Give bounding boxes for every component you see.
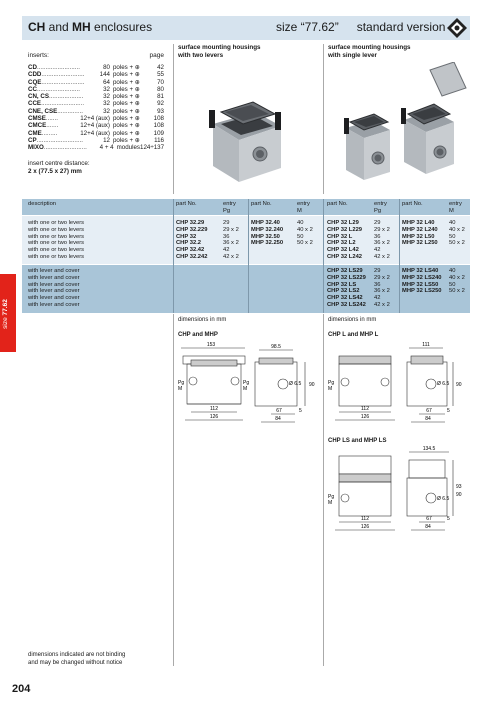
band1-part3 bbox=[327, 220, 362, 261]
table-cell: 29 bbox=[374, 268, 381, 274]
table-cell: 40 x 2 bbox=[449, 226, 465, 233]
th-part3: part No. bbox=[327, 201, 348, 207]
insert-unit: poles + ⊕ bbox=[112, 107, 140, 115]
table-cell: 50 x 2 bbox=[449, 288, 465, 295]
table-cell: CHP 32.229 bbox=[176, 226, 208, 233]
dim-5: 5 bbox=[299, 408, 302, 414]
insert-unit: poles + ⊕ bbox=[112, 64, 140, 71]
disclaimer-line-1: dimensions indicated are not binding bbox=[28, 652, 126, 658]
table-cell: CHP 32 LS29 bbox=[327, 268, 363, 274]
table-cell: CHP 32 L229 bbox=[327, 226, 363, 233]
table-cell: CHP 32 LS229 bbox=[327, 274, 366, 281]
table-cell: MHP 32.40 bbox=[251, 220, 280, 226]
dim-ls-126: 126 bbox=[360, 524, 370, 530]
th-entry2 bbox=[297, 201, 310, 215]
dim-153: 153 bbox=[206, 342, 216, 348]
insert-page: 93 bbox=[157, 107, 164, 115]
chpls-mhpls-drawing bbox=[325, 446, 470, 542]
insert-code: CMCE bbox=[28, 122, 47, 130]
dimensions-label-right: dimensions in mm bbox=[328, 317, 377, 323]
th-part2: part No. bbox=[251, 201, 272, 207]
table-cell: with one or two levers bbox=[28, 226, 85, 233]
table-cell: 40 x 2 bbox=[297, 226, 313, 233]
insert-unit: poles + ⊕ bbox=[112, 115, 140, 123]
table-cell: MHP 32 L250 bbox=[402, 240, 438, 247]
dim-6-5: Ø 6.5 bbox=[289, 381, 302, 387]
lower-divider-2 bbox=[323, 314, 324, 666]
dim-l-126: 126 bbox=[360, 414, 370, 420]
band2-part4 bbox=[402, 268, 442, 295]
table-rule-3 bbox=[323, 199, 324, 313]
insert-unit: poles + ⊕ bbox=[112, 136, 140, 144]
insert-row bbox=[28, 122, 164, 129]
insert-unit: poles + ⊕ bbox=[112, 85, 140, 93]
insert-count: 80 bbox=[103, 64, 110, 71]
insert-count: 12+4 (aux) bbox=[80, 122, 110, 130]
table-cell: MHP 32.50 bbox=[251, 233, 280, 240]
insert-code: CCE bbox=[28, 100, 42, 108]
insert-page: 109 bbox=[153, 129, 164, 137]
insert-count: 12 bbox=[103, 136, 110, 144]
dim-ls-90: 90 bbox=[456, 492, 462, 498]
side-tab-prefix: size bbox=[2, 315, 9, 329]
table-cell: CHP 32 LS242 bbox=[327, 301, 366, 308]
insert-count: 32 bbox=[103, 93, 110, 101]
dim-l-90: 90 bbox=[456, 382, 462, 388]
insert-dots: ......................... bbox=[36, 64, 80, 71]
dim-126: 126 bbox=[209, 414, 219, 420]
lower-divider-1 bbox=[173, 314, 174, 666]
dim-ls-67: 67 bbox=[426, 516, 432, 522]
column-divider-1 bbox=[173, 44, 174, 194]
dim-ls-m-left: M bbox=[328, 500, 333, 506]
table-cell: 42 x 2 bbox=[374, 301, 390, 308]
size-text: size “77.62” bbox=[276, 20, 339, 34]
table-cell: 29 x 2 bbox=[374, 274, 390, 281]
table-cell: 40 x 2 bbox=[449, 274, 465, 281]
insert-code: CP bbox=[28, 136, 37, 144]
th-entry4-b: M bbox=[449, 207, 454, 214]
column-divider-2 bbox=[323, 44, 324, 194]
insert-dots: ........................... bbox=[36, 136, 84, 144]
dim-pg-left: Pg bbox=[178, 380, 185, 386]
table-cell: with lever and cover bbox=[28, 281, 80, 288]
chpls-drawing-title: CHP LS and MHP LS bbox=[328, 438, 387, 444]
side-tab-value: 77.62 bbox=[2, 299, 9, 316]
th-part1: part No. bbox=[176, 201, 197, 207]
insert-row bbox=[28, 108, 164, 115]
insert-row bbox=[28, 144, 164, 151]
insert-count: 12+4 (aux) bbox=[80, 115, 110, 123]
insert-page: 70 bbox=[157, 78, 164, 86]
dim-ls-5: 5 bbox=[447, 516, 450, 522]
table-cell: 50 x 2 bbox=[449, 240, 465, 247]
insert-row bbox=[28, 93, 164, 100]
th-entry2-a: entry bbox=[297, 201, 310, 207]
insert-page: 80 bbox=[157, 85, 164, 93]
th-entry1-b: Pg bbox=[223, 207, 231, 214]
band1-part2 bbox=[251, 220, 283, 247]
table-cell: CHP 32 LS bbox=[327, 281, 357, 288]
insert-count: 32 bbox=[103, 107, 110, 115]
table-cell: 36 bbox=[374, 281, 381, 288]
insert-page: 124÷137 bbox=[140, 144, 165, 152]
dim-l-84: 84 bbox=[425, 416, 431, 422]
table-cell: CHP 32.2 bbox=[176, 240, 202, 247]
insert-count: 64 bbox=[103, 78, 110, 86]
centre-value: 2 x (77.5 x 27) mm bbox=[28, 168, 82, 175]
insert-code: CC bbox=[28, 85, 37, 93]
th-entry3-b: Pg bbox=[374, 207, 382, 214]
table-cell: CHP 32 L2 bbox=[327, 240, 356, 247]
insert-row bbox=[28, 71, 164, 78]
band2-desc bbox=[28, 268, 80, 309]
band2-part3 bbox=[327, 268, 366, 309]
insert-code: CNE, CSE bbox=[28, 107, 58, 115]
insert-page: 108 bbox=[153, 122, 164, 130]
table-cell: CHP 32 L29 bbox=[327, 220, 359, 226]
title-enclosures: enclosures bbox=[90, 20, 153, 34]
dim-l-m-left: M bbox=[328, 386, 333, 392]
table-cell: with one or two levers bbox=[28, 253, 85, 260]
dimensions-label-left: dimensions in mm bbox=[178, 317, 227, 323]
th-entry4 bbox=[449, 201, 462, 215]
insert-code: CQE bbox=[28, 78, 42, 86]
dim-ls-84: 84 bbox=[425, 524, 431, 530]
table-cell: 42 bbox=[223, 247, 230, 254]
chpl-drawing-title: CHP L and MHP L bbox=[328, 332, 379, 338]
dim-l-5: 5 bbox=[447, 408, 450, 414]
table-cell: MHP 32 L40 bbox=[402, 220, 435, 226]
table-cell: MHP 32 L240 bbox=[402, 226, 438, 233]
insert-row bbox=[28, 130, 164, 137]
band1-entry2 bbox=[297, 220, 313, 247]
insert-code: CDD bbox=[28, 71, 42, 79]
table-cell: 40 bbox=[297, 220, 304, 226]
title-and: and bbox=[45, 20, 73, 34]
table-cell: MHP 32 LS250 bbox=[402, 288, 442, 295]
band2-entry4 bbox=[449, 268, 465, 295]
dim-98-5: 98.5 bbox=[271, 344, 281, 350]
dim-l-67: 67 bbox=[426, 408, 432, 414]
dim-pg-right: Pg bbox=[243, 380, 250, 386]
dim-l-112: 112 bbox=[361, 406, 369, 412]
th-entry3 bbox=[374, 201, 387, 215]
table-cell: with one or two levers bbox=[28, 220, 85, 226]
th-description: description bbox=[28, 201, 57, 207]
insert-unit: poles + ⊕ bbox=[112, 129, 140, 137]
table-cell: 50 bbox=[449, 281, 456, 288]
insert-page: 55 bbox=[157, 71, 164, 79]
insert-dots: ......................... bbox=[41, 100, 85, 108]
dim-111: 111 bbox=[422, 342, 430, 348]
table-cell: with lever and cover bbox=[28, 295, 80, 302]
th-entry2-b: M bbox=[297, 207, 302, 214]
table-cell: 29 x 2 bbox=[374, 226, 390, 233]
dim-ls-pg-left: Pg bbox=[328, 494, 335, 500]
insert-code: MIXO bbox=[28, 144, 44, 152]
insert-dots: ....... bbox=[46, 122, 59, 130]
table-cell: MHP 32 LS240 bbox=[402, 274, 442, 281]
table-cell: with lever and cover bbox=[28, 288, 80, 295]
band1-entry3 bbox=[374, 220, 390, 261]
th-entry1-a: entry bbox=[223, 201, 236, 207]
page-title bbox=[28, 20, 152, 34]
insert-row bbox=[28, 100, 164, 107]
table-cell: CHP 32 L42 bbox=[327, 247, 359, 254]
table-cell: CHP 32 L242 bbox=[327, 253, 363, 260]
insert-unit: modules bbox=[116, 144, 140, 152]
table-rule-4 bbox=[399, 199, 400, 313]
insert-centre-distance bbox=[28, 160, 90, 176]
table-cell: with lever and cover bbox=[28, 274, 80, 281]
insert-code: CN, CS bbox=[28, 93, 49, 101]
table-rule-1 bbox=[173, 199, 174, 313]
table-cell: 42 bbox=[374, 295, 381, 302]
insert-dots: ......................... bbox=[41, 78, 85, 86]
insert-page: 116 bbox=[154, 136, 164, 144]
table-cell: CHP 32 LS42 bbox=[327, 295, 363, 302]
insert-page: 108 bbox=[153, 115, 164, 123]
version-text: standard version bbox=[356, 20, 446, 34]
table-cell: CHP 32.29 bbox=[176, 220, 205, 226]
insert-count: 32 bbox=[103, 85, 110, 93]
table-cell: 36 x 2 bbox=[223, 240, 239, 247]
side-tab-label bbox=[2, 282, 14, 346]
table-cell: with lever and cover bbox=[28, 301, 80, 308]
table-cell: MHP 32.240 bbox=[251, 226, 284, 233]
insert-dots: ....... bbox=[45, 115, 58, 123]
single-lever-housing-image-1 bbox=[340, 62, 395, 186]
th-entry1 bbox=[223, 201, 236, 215]
insert-row bbox=[28, 86, 164, 93]
table-cell: MHP 32 LS40 bbox=[402, 268, 439, 274]
insert-code: CMSE bbox=[28, 115, 46, 123]
th-entry4-a: entry bbox=[449, 201, 462, 207]
chp-mhp-drawing bbox=[175, 340, 323, 430]
two-levers-heading: surface mounting housings with two levers bbox=[178, 44, 261, 59]
table-cell: CHP 32 LS2 bbox=[327, 288, 360, 295]
insert-page: 92 bbox=[157, 100, 164, 108]
table-cell: 36 bbox=[374, 233, 381, 240]
band1-desc bbox=[28, 220, 84, 261]
dim-90: 90 bbox=[309, 382, 315, 388]
two-lever-housing-image bbox=[195, 84, 295, 186]
insert-row bbox=[28, 64, 164, 71]
table-cell: 50 bbox=[449, 233, 456, 240]
table-cell: 40 bbox=[449, 220, 456, 226]
insert-unit: poles + ⊕ bbox=[112, 71, 140, 79]
table-cell: with lever and cover bbox=[28, 268, 80, 274]
dim-67: 67 bbox=[276, 408, 282, 414]
band1-part1 bbox=[176, 220, 207, 261]
table-cell: 29 bbox=[223, 220, 230, 226]
dim-84: 84 bbox=[275, 416, 281, 422]
dim-l-6-5: Ø 6.5 bbox=[437, 381, 450, 387]
table-rule-2 bbox=[248, 199, 249, 313]
dim-ls-6-5: Ø 6.5 bbox=[437, 496, 450, 502]
table-cell: 42 bbox=[374, 247, 381, 254]
centre-label: insert centre distance: bbox=[28, 160, 90, 167]
table-cell: 36 x 2 bbox=[374, 240, 390, 247]
dim-112: 112 bbox=[210, 406, 218, 412]
dim-m-right: M bbox=[243, 386, 248, 392]
table-cell: 40 bbox=[449, 268, 456, 274]
table-cell: with one or two levers bbox=[28, 247, 85, 254]
insert-count: 32 bbox=[103, 100, 110, 108]
dim-ls-112: 112 bbox=[361, 516, 369, 522]
table-cell: MHP 32 L50 bbox=[402, 233, 435, 240]
table-cell: MHP 32.250 bbox=[251, 240, 284, 247]
chp-drawing-title: CHP and MHP bbox=[178, 332, 218, 338]
insert-count: 144 bbox=[99, 71, 110, 79]
table-cell: MHP 32 LS50 bbox=[402, 281, 439, 288]
single-lever-heading: surface mounting housings with single lever bbox=[328, 44, 411, 59]
title-mh: MH bbox=[72, 20, 91, 34]
table-cell: CHP 32.42 bbox=[176, 247, 205, 254]
inserts-page-label: page bbox=[149, 52, 164, 59]
page-number: 204 bbox=[12, 683, 31, 695]
insert-dots: .................... bbox=[48, 93, 84, 101]
insert-dots: ............... bbox=[57, 107, 84, 115]
table-cell: 36 bbox=[223, 233, 230, 240]
title-ch: CH bbox=[28, 20, 46, 34]
insert-row bbox=[28, 79, 164, 86]
insert-unit: poles + ⊕ bbox=[112, 122, 140, 130]
dim-m-left: M bbox=[178, 386, 183, 392]
inserts-label: inserts: bbox=[28, 52, 49, 59]
band1-entry4 bbox=[449, 220, 465, 247]
insert-row bbox=[28, 137, 164, 144]
insert-page: 42 bbox=[157, 64, 164, 71]
disclaimer-line-2: and may be changed without notice bbox=[28, 659, 123, 666]
table-cell: 42 x 2 bbox=[374, 253, 390, 260]
band1-part4 bbox=[402, 220, 438, 247]
table-cell: with one or two levers bbox=[28, 233, 85, 240]
insert-dots: ......................... bbox=[36, 85, 80, 93]
insert-count: 4 + 4 bbox=[99, 144, 114, 152]
insert-dots: ......................... bbox=[41, 71, 85, 79]
table-cell: 29 bbox=[374, 220, 381, 226]
insert-unit: poles + ⊕ bbox=[112, 78, 140, 86]
th-entry3-a: entry bbox=[374, 201, 387, 207]
insert-dots: ......................... bbox=[43, 144, 87, 152]
insert-code: CD bbox=[28, 64, 37, 71]
dim-ls-93: 93 bbox=[456, 484, 462, 490]
dim-l-pg-left: Pg bbox=[328, 380, 335, 386]
size-label bbox=[276, 20, 445, 34]
insert-count: 12+4 (aux) bbox=[80, 129, 110, 137]
table-cell: CHP 32.242 bbox=[176, 253, 208, 260]
table-cell: CHP 32 bbox=[176, 233, 197, 240]
inserts-list bbox=[28, 64, 164, 152]
table-cell: with one or two levers bbox=[28, 240, 85, 247]
disclaimer-note bbox=[28, 652, 125, 667]
dim-134-5: 134.5 bbox=[422, 446, 436, 452]
brand-logo-icon bbox=[447, 18, 467, 38]
insert-unit: poles + ⊕ bbox=[112, 93, 140, 101]
table-cell: 36 x 2 bbox=[374, 288, 390, 295]
single-lever-housing-image-2 bbox=[396, 62, 470, 186]
insert-code: CME bbox=[28, 129, 42, 137]
band2-entry3 bbox=[374, 268, 390, 309]
insert-unit: poles + ⊕ bbox=[112, 100, 140, 108]
th-part4: part No. bbox=[402, 201, 423, 207]
insert-dots: ......... bbox=[41, 129, 58, 137]
table-cell: 29 x 2 bbox=[223, 226, 239, 233]
table-cell: 50 x 2 bbox=[297, 240, 313, 247]
table-cell: 42 x 2 bbox=[223, 253, 239, 260]
insert-page: 81 bbox=[157, 93, 164, 101]
insert-row bbox=[28, 115, 164, 122]
table-cell: CHP 32 L bbox=[327, 233, 353, 240]
inserts-heading bbox=[28, 52, 164, 59]
band1-entry1 bbox=[223, 220, 239, 261]
table-cell: 50 bbox=[297, 233, 304, 240]
chpl-mhpl-drawing bbox=[325, 340, 470, 430]
